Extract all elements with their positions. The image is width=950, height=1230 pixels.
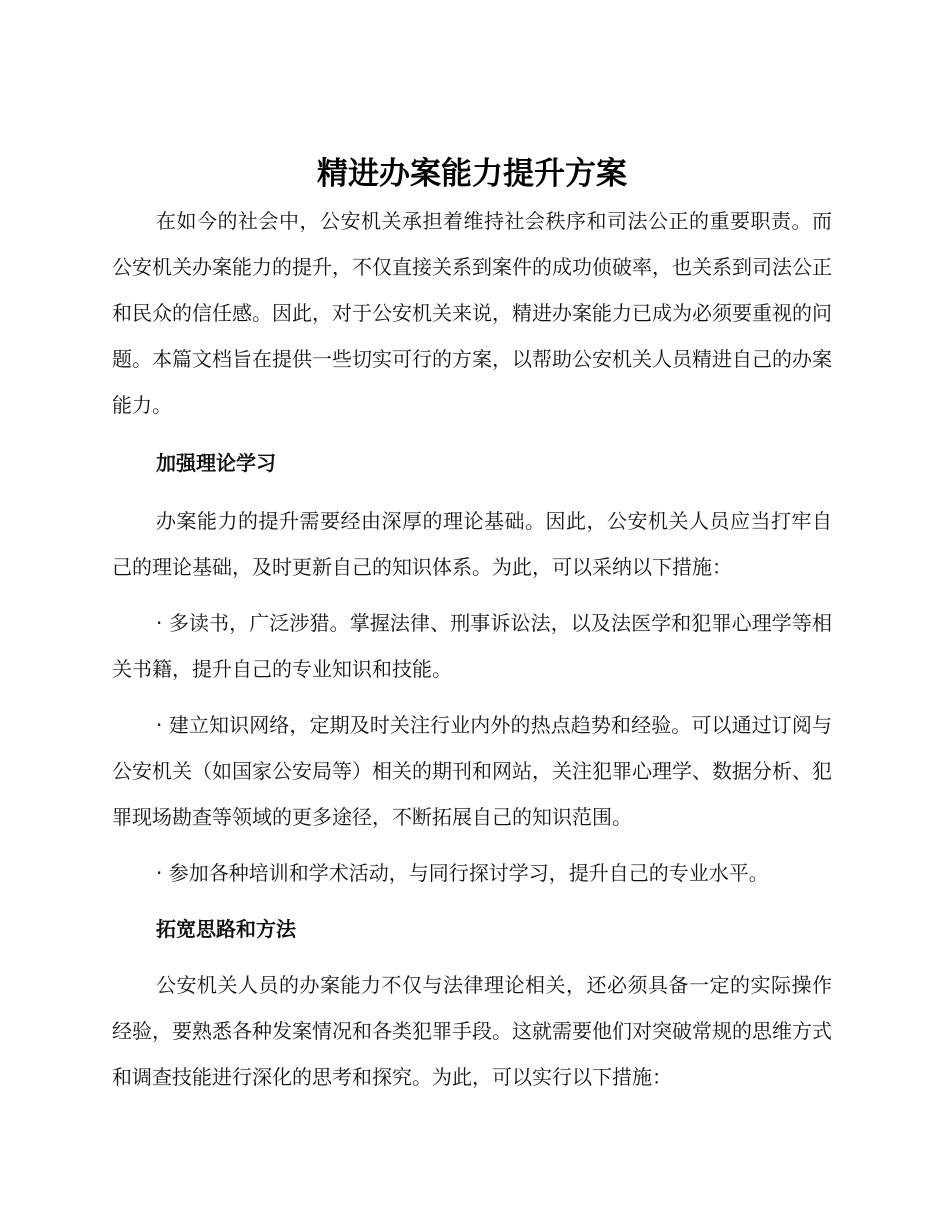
spacer xyxy=(112,590,832,600)
spacer xyxy=(112,840,832,850)
list-item: · 多读书，广泛涉猎。掌握法律、刑事诉讼法，以及法医学和犯罪心理学等相关书籍，提升自己的专业知识和技能。 xyxy=(112,611,832,681)
list-item: · 建立知识网络，定期及时关注行业内外的热点趋势和经验。可以通过订阅与公安机关（如国家公安局等）相关的期刊和网站，关注犯罪心理学、数据分析、犯罪现场勘查等领域的更多途径，不断拓展自己的知识范围。 xyxy=(112,713,832,829)
spacer xyxy=(112,952,832,962)
document-title: 精进办案能力提升方案 xyxy=(317,156,627,192)
intro-paragraph: 在如今的社会中，公安机关承担着维持社会秩序和司法公正的重要职责。而公安机关办案能力的提升，不仅直接关系到案件的成功侦破率，也关系到司法公正和民众的信任感。因此，对于公安机关来说，精进办案能力已成为必须要重视的问题。本篇文档旨在提供一些切实可行的方案，以帮助公安机关人员精进自己的办案能力。 xyxy=(112,209,832,417)
spacer xyxy=(112,692,832,702)
spacer xyxy=(112,896,832,906)
section-heading-theory: 加强理论学习 xyxy=(156,451,276,475)
section-body-theory: 办案能力的提升需要经由深厚的理论基础。因此，公安机关人员应当打牢自己的理论基础，及时更新自己的知识体系。为此，可以采纳以下措施： xyxy=(112,509,832,579)
document-page xyxy=(112,150,832,1100)
list-item: · 参加各种培训和学术活动，与同行探讨学习，提升自己的专业水平。 xyxy=(156,861,769,885)
section-heading-methods: 拓宽思路和方法 xyxy=(156,917,296,941)
section-body-methods: 公安机关人员的办案能力不仅与法律理论相关，还必须具备一定的实际操作经验，要熟悉各种发案情况和各类犯罪手段。这就需要他们对突破常规的思维方式和调查技能进行深化的思考和探究。为此，可以实行以下措施： xyxy=(112,973,832,1089)
spacer xyxy=(112,428,832,440)
spacer xyxy=(112,486,832,498)
